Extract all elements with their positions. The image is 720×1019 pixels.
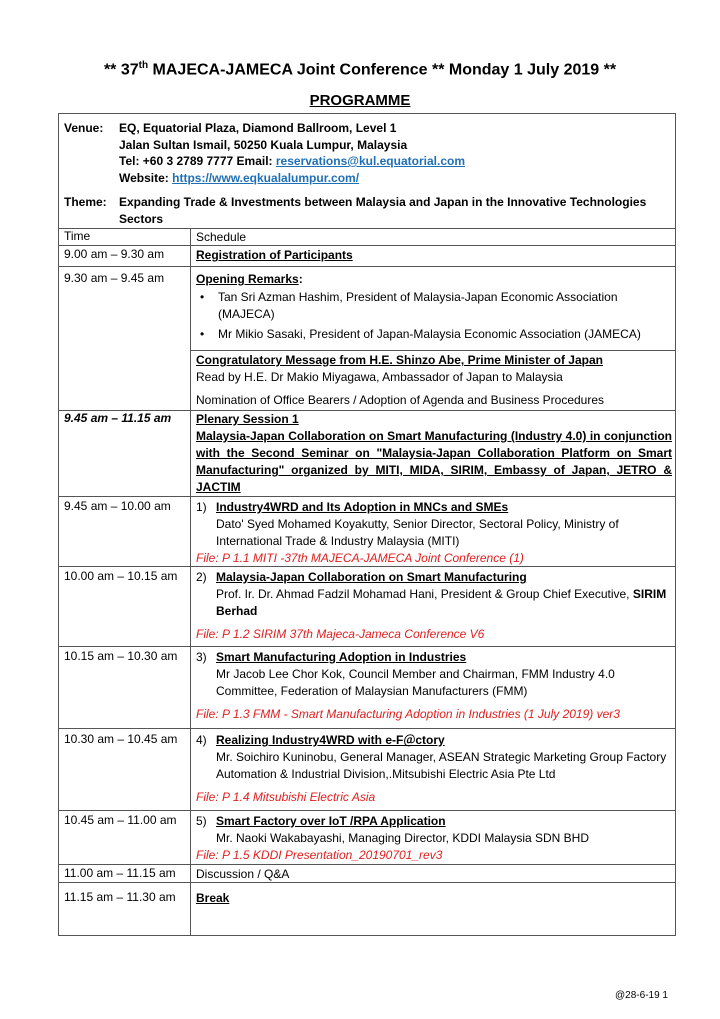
theme-label: Theme: (64, 195, 107, 209)
file-reference: File: P 1.3 FMM - Smart Manufacturing Adoption in Industries (1 July 2019) ver3 (196, 707, 620, 721)
divider (58, 646, 676, 647)
time-session-4: 10.30 am – 10.45 am (64, 732, 178, 746)
time-discussion: 11.00 am – 11.15 am (64, 866, 176, 880)
time-session-3: 10.15 am – 10.30 am (64, 649, 178, 663)
time-registration: 9.00 am – 9.30 am (64, 247, 165, 261)
time-session-1: 9.45 am – 10.00 am (64, 499, 171, 513)
email-link[interactable]: reservations@kul.equatorial.com (275, 154, 465, 168)
divider (58, 810, 676, 811)
time-session-5: 10.45 am – 11.00 am (64, 813, 177, 827)
page-footer: @28-6-19 1 (615, 990, 668, 1001)
divider (190, 350, 676, 351)
divider (58, 864, 676, 865)
schedule-session-5: 5) Smart Factory over IoT /RPA Application Mr. Naoki Wakabayashi, Managing Director, KDDI Malaysia SDN BHD File: P 1.5 KDDI Presentation_20190701_rev3 (196, 813, 672, 864)
schedule-session-3: 3) Smart Manufacturing Adoption in Industries Mr Jacob Lee Chor Kok, Council Member and Chairman, FMM Industry 4.0 Committee, Federation of Malaysian Manufacturers (FMM) File: P 1.3 FMM - Smart Manufacturing Adoption in Industries (1 July 2019) ver3 (196, 649, 672, 723)
list-item: • Mr Mikio Sasaki, President of Japan-Malaysia Economic Association (JAMECA) (196, 326, 672, 343)
schedule-registration: Registration of Participants (196, 248, 353, 262)
venue-line1: EQ, Equatorial Plaza, Diamond Ballroom, Level 1 (119, 121, 397, 135)
list-item: • Tan Sri Azman Hashim, President of Malaysia-Japan Economic Association (MAJECA) (196, 289, 672, 323)
theme-text: Expanding Trade & Investments between Malaysia and Japan in the Innovative Technologies Sectors (119, 195, 647, 226)
schedule-session-2: 2) Malaysia-Japan Collaboration on Smart Manufacturing Prof. Ir. Dr. Ahmad Fadzil Mohamad Hani, President & Group Chief Executive, SIRIM Berhad File: P 1.2 SIRIM 37th Majeca-Jameca Conference V6 (196, 569, 672, 643)
schedule-congratulatory: Congratulatory Message from H.E. Shinzo Abe, Prime Minister of Japan Read by H.E. Dr Makio Miyagawa, Ambassador of Japan to Malaysia Nomination of Office Bearers / Adoption of Agenda and Business Procedures (196, 353, 605, 407)
file-reference: File: P 1.1 MITI -37th MAJECA-JAMECA Joint Conference (1) (196, 551, 524, 565)
file-reference: File: P 1.4 Mitsubishi Electric Asia (196, 790, 376, 804)
venue-line2: Jalan Sultan Ismail, 50250 Kuala Lumpur, Malaysia (119, 137, 408, 152)
venue-contact: Tel: +60 3 2789 7777 Email: reservations@kul.equatorial.com (119, 154, 465, 168)
venue-details (119, 120, 679, 186)
programme-heading: PROGRAMME (309, 92, 411, 109)
file-reference: File: P 1.5 KDDI Presentation_20190701_rev3 (196, 848, 443, 862)
schedule-discussion: Discussion / Q&A (196, 867, 290, 881)
schedule-plenary: Plenary Session 1 Malaysia-Japan Collaboration on Smart Manufacturing (Industry 4.0) in conjunction with the Second Seminar on "Malaysia-Japan Collaboration Platform on Smart Manufacturing" organized by MITI, MIDA, SIRIM, Embassy of Japan, JETRO & JACTIM (196, 412, 672, 494)
time-opening: 9.30 am – 9.45 am (64, 271, 165, 285)
column-divider (190, 228, 191, 936)
divider (58, 728, 676, 729)
schedule-session-4: 4) Realizing Industry4WRD with e-F＠ctory Mr. Soichiro Kuninobu, General Manager, ASEAN Strategic Marketing Group Factory Automation & Industrial Division,.Mitsubishi Electric Asia Pte Ltd File: P 1.4 Mitsubishi Electric Asia (196, 732, 672, 806)
page-title: ** 37th MAJECA-JAMECA Joint Conference ** Monday 1 July 2019 ** (103, 60, 617, 79)
venue-website: Website: https://www.eqkualalumpur.com/ (119, 170, 360, 185)
website-link[interactable]: https://www.eqkualalumpur.com/ (172, 170, 360, 185)
divider (58, 496, 676, 497)
column-header-schedule: Schedule (196, 230, 247, 244)
time-break: 11.15 am – 11.30 am (64, 890, 176, 904)
divider (58, 266, 676, 267)
schedule-break: Break (196, 891, 230, 905)
time-plenary: 9.45 am – 11.15 am (64, 411, 172, 425)
schedule-session-1: 1) Industry4WRD and Its Adoption in MNCs and SMEs Dato' Syed Mohamed Koyakutty, Senior Director, Sectoral Policy, Ministry of International Trade & Industry Malaysia (MITI) File: P 1.1 MITI -37th MAJECA-JAMECA Joint Conference (1) (196, 499, 672, 567)
column-header-time: Time (64, 229, 91, 243)
time-session-2: 10.00 am – 10.15 am (64, 569, 178, 583)
file-reference: File: P 1.2 SIRIM 37th Majeca-Jameca Conference V6 (196, 627, 485, 641)
schedule-opening: Opening Remarks: • Tan Sri Azman Hashim, President of Malaysia-Japan Economic Association (MAJECA) • Mr Mikio Sasaki, President of Japan-Malaysia Economic Association (JAMECA) (196, 271, 672, 343)
venue-label: Venue: (64, 121, 104, 135)
